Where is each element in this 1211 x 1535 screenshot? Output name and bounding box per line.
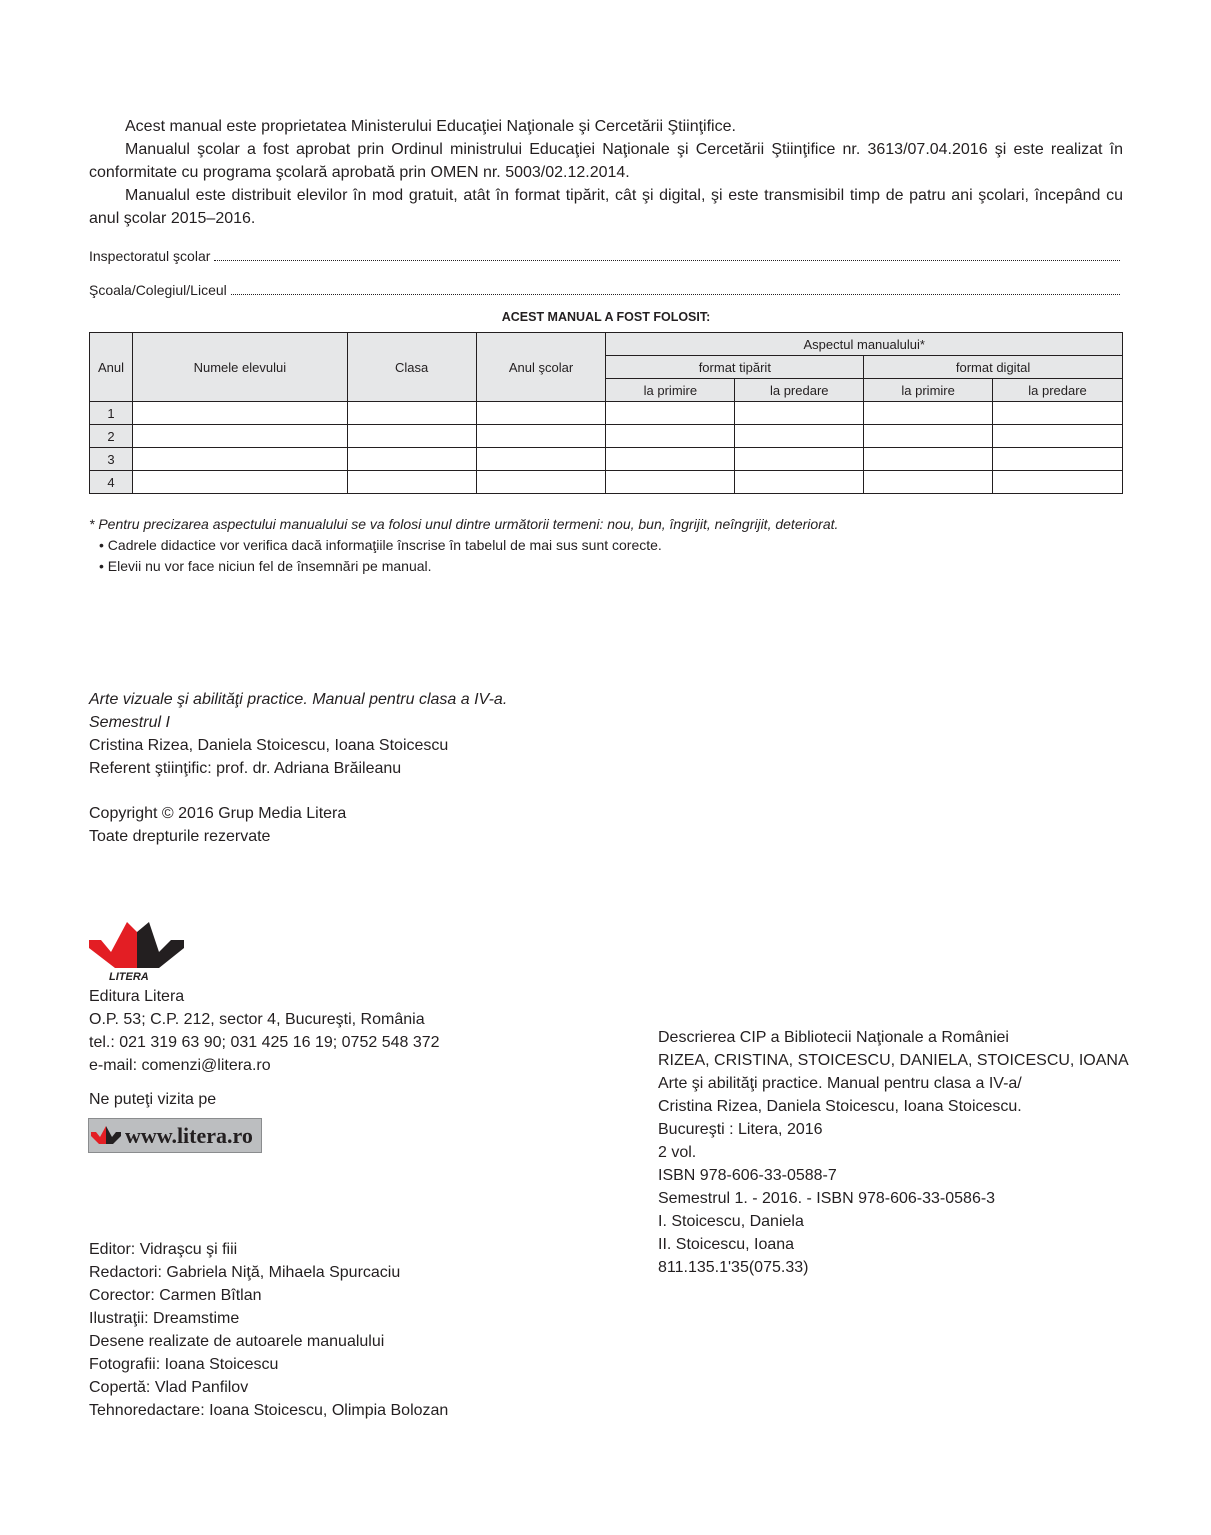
cell-nume[interactable] (132, 402, 347, 425)
header-aspect: Aspectul manualului* (606, 333, 1123, 356)
visit-text: Ne puteţi vizita pe (89, 1091, 217, 1108)
cell-tiparit-predare[interactable] (735, 425, 864, 448)
cell-tiparit-primire[interactable] (606, 471, 735, 494)
inspectorat-dotted-field (214, 250, 1120, 261)
cip-line: Semestrul 1. - 2016. - ISBN 978-606-33-0586-3 (658, 1190, 996, 1207)
cell-digital-predare[interactable] (993, 402, 1123, 425)
website-link[interactable] (88, 1118, 262, 1153)
cell-tiparit-primire[interactable] (606, 402, 735, 425)
publisher-address: O.P. 53; C.P. 212, sector 4, Bucureşti, România (89, 1011, 425, 1028)
cell-anul-scolar[interactable] (476, 448, 606, 471)
cell-digital-primire[interactable] (864, 471, 993, 494)
credit-line: Fotografii: Ioana Stoicescu (89, 1356, 279, 1373)
intro-paragraph-3: Manualul este distribuit elevilor în mod gratuit, atât în format tipărit, cât şi digital, şi este transmisibil timp de patru ani şcolari, începând cu anul şcolar 2015–2016. (89, 187, 1123, 227)
copyright-text: Copyright © 2016 Grup Media Litera (89, 805, 347, 822)
header-format-tiparit: format tipărit (606, 356, 864, 379)
logo-wordmark: LITERA (109, 971, 149, 982)
usage-table (89, 332, 1123, 494)
cell-clasa[interactable] (347, 471, 476, 494)
cip-line: ISBN 978-606-33-0588-7 (658, 1167, 837, 1184)
cell-digital-predare[interactable] (993, 425, 1123, 448)
publisher-info (89, 985, 440, 1077)
scoala-label: Şcoala/Colegiul/Liceul (89, 282, 227, 298)
inspectorat-label: Inspectoratul şcolar (89, 248, 211, 264)
table-notes (89, 514, 838, 577)
usage-table-title: ACEST MANUAL A FOST FOLOSIT: (501, 310, 711, 324)
website-text: www.litera.ro (125, 1122, 253, 1148)
cell-tiparit-predare[interactable] (735, 471, 864, 494)
inspectorat-line (89, 248, 1120, 264)
cell-anul-scolar[interactable] (476, 402, 606, 425)
cell-digital-primire[interactable] (864, 425, 993, 448)
table-row (90, 471, 1123, 494)
publisher-name: Editura Litera (89, 988, 185, 1005)
cell-digital-predare[interactable] (993, 471, 1123, 494)
rights-text: Toate drepturile rezervate (89, 828, 271, 845)
credit-line: Editor: Vidraşcu şi fiii (89, 1241, 238, 1258)
credit-line: Corector: Carmen Bîtlan (89, 1287, 262, 1304)
scoala-dotted-field (231, 284, 1120, 295)
row-number: 4 (90, 471, 133, 494)
intro-paragraph-1: Acest manual este proprietatea Ministerului Educaţiei Naţionale şi Cercetării Ştiinţifice. (125, 118, 736, 135)
header-nume-elev: Numele elevului (132, 333, 347, 402)
header-digital-predare: la predare (993, 379, 1123, 402)
row-number: 1 (90, 402, 133, 425)
cell-tiparit-primire[interactable] (606, 425, 735, 448)
cip-description (658, 1026, 1129, 1279)
header-anul-scolar: Anul şcolar (476, 333, 606, 402)
copyright-block (89, 802, 346, 848)
cip-line: Cristina Rizea, Daniela Stoicescu, Ioana Stoicescu. (658, 1098, 1022, 1115)
header-tiparit-predare: la predare (735, 379, 864, 402)
cip-line: Bucureşti : Litera, 2016 (658, 1121, 823, 1138)
credit-line: Desene realizate de autoarele manualului (89, 1333, 385, 1350)
litera-logo (87, 918, 187, 982)
note-teachers: • Cadrele didactice vor verifica dacă informaţiile înscrise în tabelul de mai sus sunt corecte. (99, 537, 662, 553)
cell-anul-scolar[interactable] (476, 471, 606, 494)
book-info (89, 688, 507, 780)
intro-text (89, 115, 1123, 230)
note-students: • Elevii nu vor face niciun fel de însemnări pe manual. (99, 558, 432, 574)
credit-line: Copertă: Vlad Panfilov (89, 1379, 249, 1396)
table-row (90, 448, 1123, 471)
cell-clasa[interactable] (347, 425, 476, 448)
publisher-email[interactable]: e-mail: comenzi@litera.ro (89, 1057, 271, 1074)
cell-digital-primire[interactable] (864, 448, 993, 471)
cip-line: 2 vol. (658, 1144, 697, 1161)
header-format-digital: format digital (864, 356, 1123, 379)
cip-line: I. Stoicescu, Daniela (658, 1213, 804, 1230)
cell-digital-primire[interactable] (864, 402, 993, 425)
header-tiparit-primire: la primire (606, 379, 735, 402)
credit-line: Tehnoredactare: Ioana Stoicescu, Olimpia Bolozan (89, 1402, 449, 1419)
cip-line: Arte şi abilităţi practice. Manual pentru clasa a IV-a/ (658, 1075, 1022, 1092)
scoala-line (89, 282, 1120, 298)
row-number: 2 (90, 425, 133, 448)
credit-line: Redactori: Gabriela Niţă, Mihaela Spurcaciu (89, 1264, 401, 1281)
cell-tiparit-predare[interactable] (735, 448, 864, 471)
cell-tiparit-primire[interactable] (606, 448, 735, 471)
cell-nume[interactable] (132, 448, 347, 471)
cip-line: II. Stoicescu, Ioana (658, 1236, 795, 1253)
book-title: Arte vizuale şi abilităţi practice. Manual pentru clasa a IV-a. (89, 691, 508, 708)
cip-line: RIZEA, CRISTINA, STOICESCU, DANIELA, STOICESCU, IOANA (658, 1052, 1129, 1069)
cell-anul-scolar[interactable] (476, 425, 606, 448)
aspect-footnote: * Pentru precizarea aspectului manualului se va folosi unul dintre următorii termeni: nou, bun, îngrijit, neîngrijit, deteriorat. (89, 516, 839, 532)
header-anul: Anul (90, 333, 133, 402)
cell-tiparit-predare[interactable] (735, 402, 864, 425)
cell-clasa[interactable] (347, 448, 476, 471)
cell-nume[interactable] (132, 471, 347, 494)
cell-nume[interactable] (132, 425, 347, 448)
cip-line: Descrierea CIP a Bibliotecii Naţionale a României (658, 1029, 1009, 1046)
row-number: 3 (90, 448, 133, 471)
book-referent: Referent ştiinţific: prof. dr. Adriana Brăileanu (89, 760, 402, 777)
cip-line: 811.135.1'35(075.33) (658, 1259, 809, 1276)
publisher-phone: tel.: 021 319 63 90; 031 425 16 19; 0752 548 372 (89, 1034, 440, 1051)
book-semester: Semestrul I (89, 714, 170, 731)
litera-mini-logo-icon (89, 1124, 123, 1148)
intro-paragraph-2: Manualul şcolar a fost aprobat prin Ordinul ministrului Educaţiei Naţionale şi Cercetării Ştiinţifice nr. 3613/07.04.2016 şi este realizat în conformitate cu programa şcolară aprobată prin OMEN nr. 5003/02.12.2014. (89, 141, 1123, 181)
book-authors: Cristina Rizea, Daniela Stoicescu, Ioana Stoicescu (89, 737, 449, 754)
credit-line: Ilustraţii: Dreamstime (89, 1310, 240, 1327)
header-digital-primire: la primire (864, 379, 993, 402)
header-clasa: Clasa (347, 333, 476, 402)
cell-clasa[interactable] (347, 402, 476, 425)
cell-digital-predare[interactable] (993, 448, 1123, 471)
table-row (90, 425, 1123, 448)
credits (89, 1238, 448, 1422)
table-row (90, 402, 1123, 425)
